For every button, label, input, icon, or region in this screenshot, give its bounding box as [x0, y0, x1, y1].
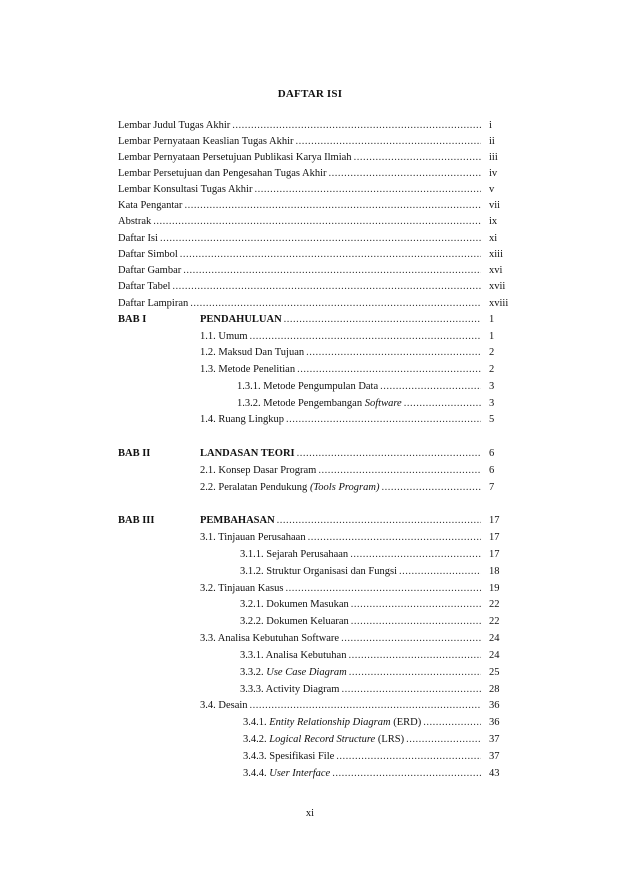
leader-dots	[277, 514, 481, 528]
toc-entry-page: 37	[489, 734, 500, 745]
section-entry[interactable]	[200, 346, 511, 360]
toc-entry[interactable]	[118, 297, 511, 311]
toc-entry[interactable]	[118, 264, 511, 278]
subsection-entry[interactable]	[237, 380, 511, 394]
leader-dots	[153, 215, 481, 229]
subsection-entry[interactable]	[240, 666, 511, 680]
section-entry[interactable]	[200, 464, 511, 478]
chapter-entry[interactable]	[200, 514, 511, 528]
toc-entry-page: xvii	[489, 281, 506, 292]
leader-dots	[349, 666, 481, 680]
toc-entry-page: iii	[489, 152, 498, 163]
leader-dots	[250, 330, 481, 344]
toc-entry-page: 2	[489, 364, 495, 375]
leader-dots	[297, 447, 481, 461]
toc-entry-text: Lembar Konsultasi Tugas Akhir	[118, 184, 253, 195]
toc-entry[interactable]	[118, 199, 511, 213]
toc-entry-text: Lembar Judul Tugas Akhir	[118, 120, 231, 131]
toc-entry-page: 7	[489, 482, 495, 493]
leader-dots	[160, 232, 481, 246]
toc-entry-text: Abstrak	[118, 216, 152, 227]
leader-dots	[308, 531, 481, 545]
subsection-entry[interactable]	[240, 649, 511, 663]
toc-entry[interactable]	[118, 280, 511, 294]
toc-entry[interactable]	[118, 151, 511, 165]
toc-entry-page: xi	[489, 233, 498, 244]
toc-entry-text: Daftar Simbol	[118, 249, 178, 260]
toc-entry-text: 1.1. Umum	[200, 331, 248, 342]
leader-dots	[336, 750, 481, 764]
toc-entry-text: Lembar Pernyataan Keaslian Tugas Akhir	[118, 136, 294, 147]
toc-entry-page: 43	[489, 768, 500, 779]
leader-dots	[232, 119, 481, 133]
toc-entry-text: 3.2.1. Dokumen Masukan	[240, 599, 349, 610]
chapter-label: BAB III	[118, 515, 155, 526]
toc-entry-page: xviii	[489, 298, 509, 309]
toc-entry-text: 3.4. Desain	[200, 700, 248, 711]
toc-entry-page: 5	[489, 414, 495, 425]
toc-entry-page: 2	[489, 347, 495, 358]
toc-entry[interactable]	[118, 119, 511, 133]
toc-entry-text: 3.1.1. Sejarah Perusahaan	[240, 549, 349, 560]
leader-dots	[184, 199, 481, 213]
toc-entry-page: 25	[489, 667, 500, 678]
leader-dots	[351, 615, 481, 629]
leader-dots	[380, 380, 481, 394]
section-entry[interactable]	[200, 699, 511, 713]
toc-entry-page: 1	[489, 314, 495, 325]
toc-entry-page: 17	[489, 549, 500, 560]
toc-entry-text: 3.4.3. Spesifikasi File	[243, 751, 335, 762]
toc-entry-page: ix	[489, 216, 498, 227]
toc-entry-page: xvi	[489, 265, 503, 276]
toc-entry-page: 19	[489, 583, 500, 594]
subsection-entry[interactable]	[243, 716, 511, 730]
subsection-entry[interactable]	[243, 733, 511, 747]
toc-entry-page: ii	[489, 136, 495, 147]
toc-entry[interactable]	[118, 232, 511, 246]
chapter-title: PENDAHULUAN	[200, 314, 282, 325]
toc-entry-text: 3.2. Tinjauan Kasus	[200, 583, 284, 594]
toc-entry-text: 1.2. Maksud Dan Tujuan	[200, 347, 305, 358]
leader-dots	[250, 699, 481, 713]
toc-entry[interactable]	[118, 167, 511, 181]
subsection-entry[interactable]	[240, 683, 511, 697]
leader-dots	[404, 397, 481, 411]
toc-entry-text: 1.3.1. Metode Pengumpulan Data	[237, 381, 379, 392]
leader-dots	[423, 716, 481, 730]
leader-dots	[381, 481, 481, 495]
section-entry[interactable]	[200, 632, 511, 646]
toc-entry-text: 2.2. Peralatan Pendukung (Tools Program)	[200, 482, 380, 493]
leader-dots	[318, 464, 481, 478]
toc-entry-page: 22	[489, 616, 500, 627]
leader-dots	[306, 346, 481, 360]
toc-entry-page: 1	[489, 331, 495, 342]
toc-entry-text: Daftar Isi	[118, 233, 158, 244]
toc-entry-text: 3.2.2. Dokumen Keluaran	[240, 616, 349, 627]
leader-dots	[284, 313, 481, 327]
toc-entry[interactable]	[118, 215, 511, 229]
leader-dots	[286, 413, 481, 427]
toc-entry-text: Daftar Lampiran	[118, 298, 189, 309]
chapter-title: PEMBAHASAN	[200, 515, 275, 526]
leader-dots	[296, 135, 481, 149]
toc-entry-page: xiii	[489, 249, 504, 260]
toc-entry-text: Kata Pengantar	[118, 200, 183, 211]
toc-entry-text: 1.3. Metode Penelitian	[200, 364, 296, 375]
toc-entry-text: 3.1. Tinjauan Perusahaan	[200, 532, 306, 543]
toc-entry[interactable]	[118, 183, 511, 197]
toc-entry-text: 3.3.3. Activity Diagram	[240, 684, 340, 695]
leader-dots	[172, 280, 481, 294]
leader-dots	[354, 151, 481, 165]
chapter-entry[interactable]	[200, 313, 511, 327]
toc-entry-page: 24	[489, 633, 500, 644]
toc-entry-page: 37	[489, 751, 500, 762]
leader-dots	[399, 565, 481, 579]
subsection-entry[interactable]	[240, 598, 511, 612]
leader-dots	[254, 183, 481, 197]
leader-dots	[332, 767, 481, 781]
toc-entry-page: 24	[489, 650, 500, 661]
subsection-entry[interactable]	[240, 615, 511, 629]
leader-dots	[348, 649, 481, 663]
section-entry[interactable]	[200, 330, 511, 344]
toc-entry-text: 3.4.2. Logical Record Structure (LRS)	[243, 734, 405, 745]
section-entry[interactable]	[200, 582, 511, 596]
leader-dots	[190, 297, 481, 311]
toc-entry-text: Daftar Gambar	[118, 265, 182, 276]
subsection-entry[interactable]	[243, 767, 511, 781]
toc-entry-text: 1.4. Ruang Lingkup	[200, 414, 284, 425]
leader-dots	[297, 363, 481, 377]
leader-dots	[285, 582, 481, 596]
section-entry[interactable]	[200, 531, 511, 545]
subsection-entry[interactable]	[240, 548, 511, 562]
chapter-title: LANDASAN TEORI	[200, 448, 295, 459]
leader-dots	[180, 248, 481, 262]
toc-entry-page: v	[489, 184, 495, 195]
toc-entry-page: 6	[489, 448, 495, 459]
chapter-entry[interactable]	[200, 447, 511, 461]
toc-entry-text: 1.3.2. Metode Pengembangan Software	[237, 398, 402, 409]
toc-entry-page: 28	[489, 684, 500, 695]
toc-entry-text: 3.3.2. Use Case Diagram	[240, 667, 347, 678]
page-number: xi	[305, 808, 315, 819]
toc-entry-page: 36	[489, 717, 500, 728]
toc-entry-page: 3	[489, 398, 495, 409]
leader-dots	[350, 548, 481, 562]
toc-entry-text: 3.3.1. Analisa Kebutuhan	[240, 650, 347, 661]
toc-entry-text: Lembar Pernyataan Persetujuan Publikasi Karya Ilmiah	[118, 152, 352, 163]
toc-entry-page: 17	[489, 532, 500, 543]
chapter-label: BAB I	[118, 314, 147, 325]
toc-entry-page: vii	[489, 200, 501, 211]
chapter-label: BAB II	[118, 448, 151, 459]
toc-entry-text: 3.4.1. Entity Relationship Diagram (ERD)	[243, 717, 422, 728]
toc-entry-text: 2.1. Konsep Dasar Program	[200, 465, 317, 476]
toc-entry-page: 17	[489, 515, 500, 526]
page-title: DAFTAR ISI	[277, 88, 343, 100]
subsection-entry[interactable]	[240, 565, 511, 579]
toc-entry-page: 3	[489, 381, 495, 392]
toc-entry-page: 6	[489, 465, 495, 476]
leader-dots	[329, 167, 481, 181]
section-entry[interactable]	[200, 363, 511, 377]
section-entry[interactable]	[200, 413, 511, 427]
leader-dots	[341, 683, 481, 697]
toc-entry[interactable]	[118, 248, 511, 262]
toc-entry-page: 22	[489, 599, 500, 610]
section-entry[interactable]	[200, 481, 511, 495]
toc-entry-text: 3.3. Analisa Kebutuhan Software	[200, 633, 340, 644]
toc-entry-page: 18	[489, 566, 500, 577]
subsection-entry[interactable]	[237, 397, 511, 411]
subsection-entry[interactable]	[243, 750, 511, 764]
toc-entry-text: 3.1.2. Struktur Organisasi dan Fungsi	[240, 566, 398, 577]
leader-dots	[183, 264, 481, 278]
toc-entry-text: 3.4.4. User Interface	[243, 768, 331, 779]
toc-entry-text: Lembar Persetujuan dan Pengesahan Tugas Akhir	[118, 168, 327, 179]
leader-dots	[406, 733, 481, 747]
toc-entry[interactable]	[118, 135, 511, 149]
toc-entry-text: Daftar Tabel	[118, 281, 171, 292]
leader-dots	[351, 598, 481, 612]
toc-entry-page: 36	[489, 700, 500, 711]
toc-entry-page: i	[489, 120, 492, 131]
toc-entry-page: iv	[489, 168, 498, 179]
leader-dots	[341, 632, 481, 646]
